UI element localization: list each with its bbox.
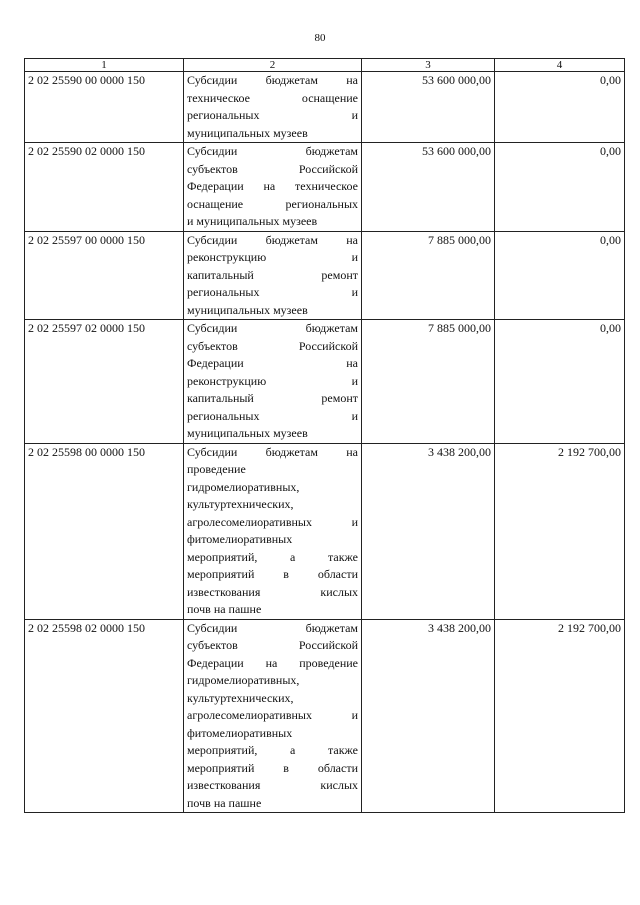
description-line: техническое оснащение	[187, 90, 358, 105]
description-line: Субсидии бюджетам на	[187, 444, 358, 459]
description-cell	[184, 320, 362, 444]
description-line: агролесомелиоративных и	[187, 708, 358, 722]
description-line: региональных и	[187, 408, 358, 423]
description-line: реконструкцию и	[187, 373, 358, 388]
description-line: Федерации на техническое	[187, 179, 358, 193]
table-row	[25, 231, 625, 320]
amount-col4-cell: 0,00	[495, 72, 625, 143]
description-line: культуртехнических,	[187, 690, 294, 705]
description-line: Федерации на проведение	[187, 655, 358, 670]
description-line: известкования кислых	[187, 778, 358, 792]
table-header-row	[25, 59, 625, 72]
description-line: капитальный ремонт	[187, 267, 358, 282]
description-line: субъектов Российской	[187, 338, 358, 353]
description-cell	[184, 619, 362, 813]
table-row	[25, 143, 625, 232]
budget-table	[24, 58, 625, 813]
description-line: Субсидии бюджетам на	[187, 73, 358, 87]
description-line: почв на пашне	[187, 795, 262, 810]
description-line: оснащение региональных	[187, 196, 358, 211]
budget-code-cell: 2 02 25590 02 0000 150	[25, 143, 184, 232]
budget-code-cell: 2 02 25597 00 0000 150	[25, 231, 184, 320]
amount-col4-cell: 0,00	[495, 143, 625, 232]
table-row	[25, 320, 625, 444]
table-row	[25, 619, 625, 813]
description-line: Федерации на	[187, 356, 358, 370]
column-header-3: 3	[362, 59, 495, 72]
description-line: гидромелиоративных,	[187, 479, 300, 494]
description-line: мероприятий, а также	[187, 549, 358, 564]
description-line: культуртехнических,	[187, 497, 294, 511]
description-line: гидромелиоративных,	[187, 673, 300, 687]
amount-col4-cell: 0,00	[495, 231, 625, 320]
amount-col3-cell: 7 885 000,00	[362, 320, 495, 444]
description-line: и муниципальных музеев	[187, 214, 318, 228]
amount-col3-cell: 53 600 000,00	[362, 72, 495, 143]
budget-code-cell: 2 02 25598 00 0000 150	[25, 443, 184, 619]
description-line: субъектов Российской	[187, 638, 358, 652]
amount-col4-cell: 2 192 700,00	[495, 619, 625, 813]
description-cell	[184, 443, 362, 619]
description-line: муниципальных музеев	[187, 426, 308, 440]
amount-col3-cell: 53 600 000,00	[362, 143, 495, 232]
column-header-4: 4	[495, 59, 625, 72]
description-line: муниципальных музеев	[187, 125, 308, 140]
budget-code-cell: 2 02 25597 02 0000 150	[25, 320, 184, 444]
amount-col4-cell: 0,00	[495, 320, 625, 444]
description-line: мероприятий, а также	[187, 743, 358, 757]
description-line: субъектов Российской	[187, 161, 358, 176]
column-header-1: 1	[25, 59, 184, 72]
description-line: реконструкцию и	[187, 250, 358, 264]
description-line: капитальный ремонт	[187, 391, 358, 405]
description-line: Субсидии бюджетам на	[187, 232, 358, 247]
description-line: региональных и	[187, 285, 358, 299]
table-row	[25, 443, 625, 619]
table-row	[25, 72, 625, 143]
description-line: почв на пашне	[187, 602, 262, 616]
amount-col4-cell: 2 192 700,00	[495, 443, 625, 619]
budget-code-cell: 2 02 25598 02 0000 150	[25, 619, 184, 813]
page-number: 80	[314, 32, 326, 44]
description-cell	[184, 72, 362, 143]
description-line: муниципальных музеев	[187, 302, 308, 317]
description-line: проведение	[187, 462, 246, 476]
amount-col3-cell: 3 438 200,00	[362, 619, 495, 813]
description-cell	[184, 231, 362, 320]
column-header-2: 2	[184, 59, 362, 72]
description-line: агролесомелиоративных и	[187, 514, 358, 529]
description-line: мероприятий в области	[187, 760, 358, 775]
amount-col3-cell: 7 885 000,00	[362, 231, 495, 320]
description-line: фитомелиоративных	[187, 725, 293, 740]
description-line: мероприятий в области	[187, 567, 358, 581]
budget-code-cell: 2 02 25590 00 0000 150	[25, 72, 184, 143]
description-line: Субсидии бюджетам	[187, 144, 358, 158]
amount-col3-cell: 3 438 200,00	[362, 443, 495, 619]
description-line: Субсидии бюджетам	[187, 321, 358, 335]
description-cell	[184, 143, 362, 232]
description-line: региональных и	[187, 108, 358, 122]
description-line: известкования кислых	[187, 584, 358, 599]
description-line: фитомелиоративных	[187, 532, 293, 546]
description-line: Субсидии бюджетам	[187, 620, 358, 635]
table-body	[25, 72, 625, 813]
